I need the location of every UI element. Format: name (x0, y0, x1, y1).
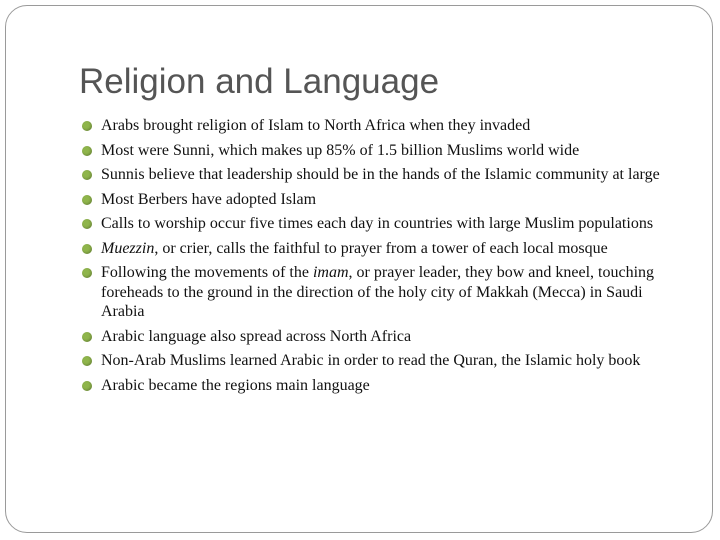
bullet-text: Arabs brought religion of Islam to North Africa when they invaded (101, 117, 531, 134)
bullet-icon (82, 219, 92, 229)
bullet-text: Calls to worship occur five times each day in countries with large Muslim populations (101, 215, 654, 232)
bullet-icon (82, 121, 92, 131)
bullet-item (82, 190, 682, 210)
bullet-icon (82, 244, 92, 254)
bullet-text: Arabic became the regions main language (101, 376, 370, 394)
bullet-icon (82, 332, 92, 342)
bullet-text: Sunnis believe that leadership should be in the hands of the Islamic community at large (101, 166, 660, 183)
bullet-term-muezzin: Muezzin (101, 239, 155, 257)
bullet-item (82, 165, 682, 185)
bullet-text: Non-Arab Muslims learned Arabic in order to read the Quran, the Islamic holy book (101, 352, 641, 369)
bullet-text-tail: , or prayer leader, they bow and kneel, touching foreheads to the ground in the direction of the holy city of Makkah (Mecca) in Saudi Arabia (101, 264, 655, 320)
bullet-item (82, 141, 682, 161)
bullet-list (82, 116, 682, 400)
bullet-item (82, 239, 682, 259)
bullet-item (82, 327, 682, 347)
bullet-icon (82, 381, 92, 391)
bullet-icon (82, 195, 92, 205)
bullet-text: Most Berbers have adopted Islam (101, 190, 317, 208)
bullet-item (82, 376, 682, 396)
bullet-text: Most were Sunni, which makes up 85% of 1.5 billion Muslims world wide (101, 141, 580, 159)
slide-title: Religion and Language (79, 62, 440, 101)
bullet-icon (82, 268, 92, 278)
bullet-text: Following the movements of the (101, 264, 313, 281)
bullet-item (82, 116, 682, 136)
bullet-text: Arabic language also spread across North Africa (101, 327, 412, 345)
bullet-item (82, 214, 682, 234)
bullet-icon (82, 170, 92, 180)
bullet-term-imam: imam (312, 264, 349, 281)
bullet-item (82, 263, 682, 322)
bullet-item (82, 351, 682, 371)
bullet-icon (82, 146, 92, 156)
bullet-text: , or crier, calls the faithful to prayer from a tower of each local mosque (154, 239, 608, 257)
bullet-icon (82, 356, 92, 366)
